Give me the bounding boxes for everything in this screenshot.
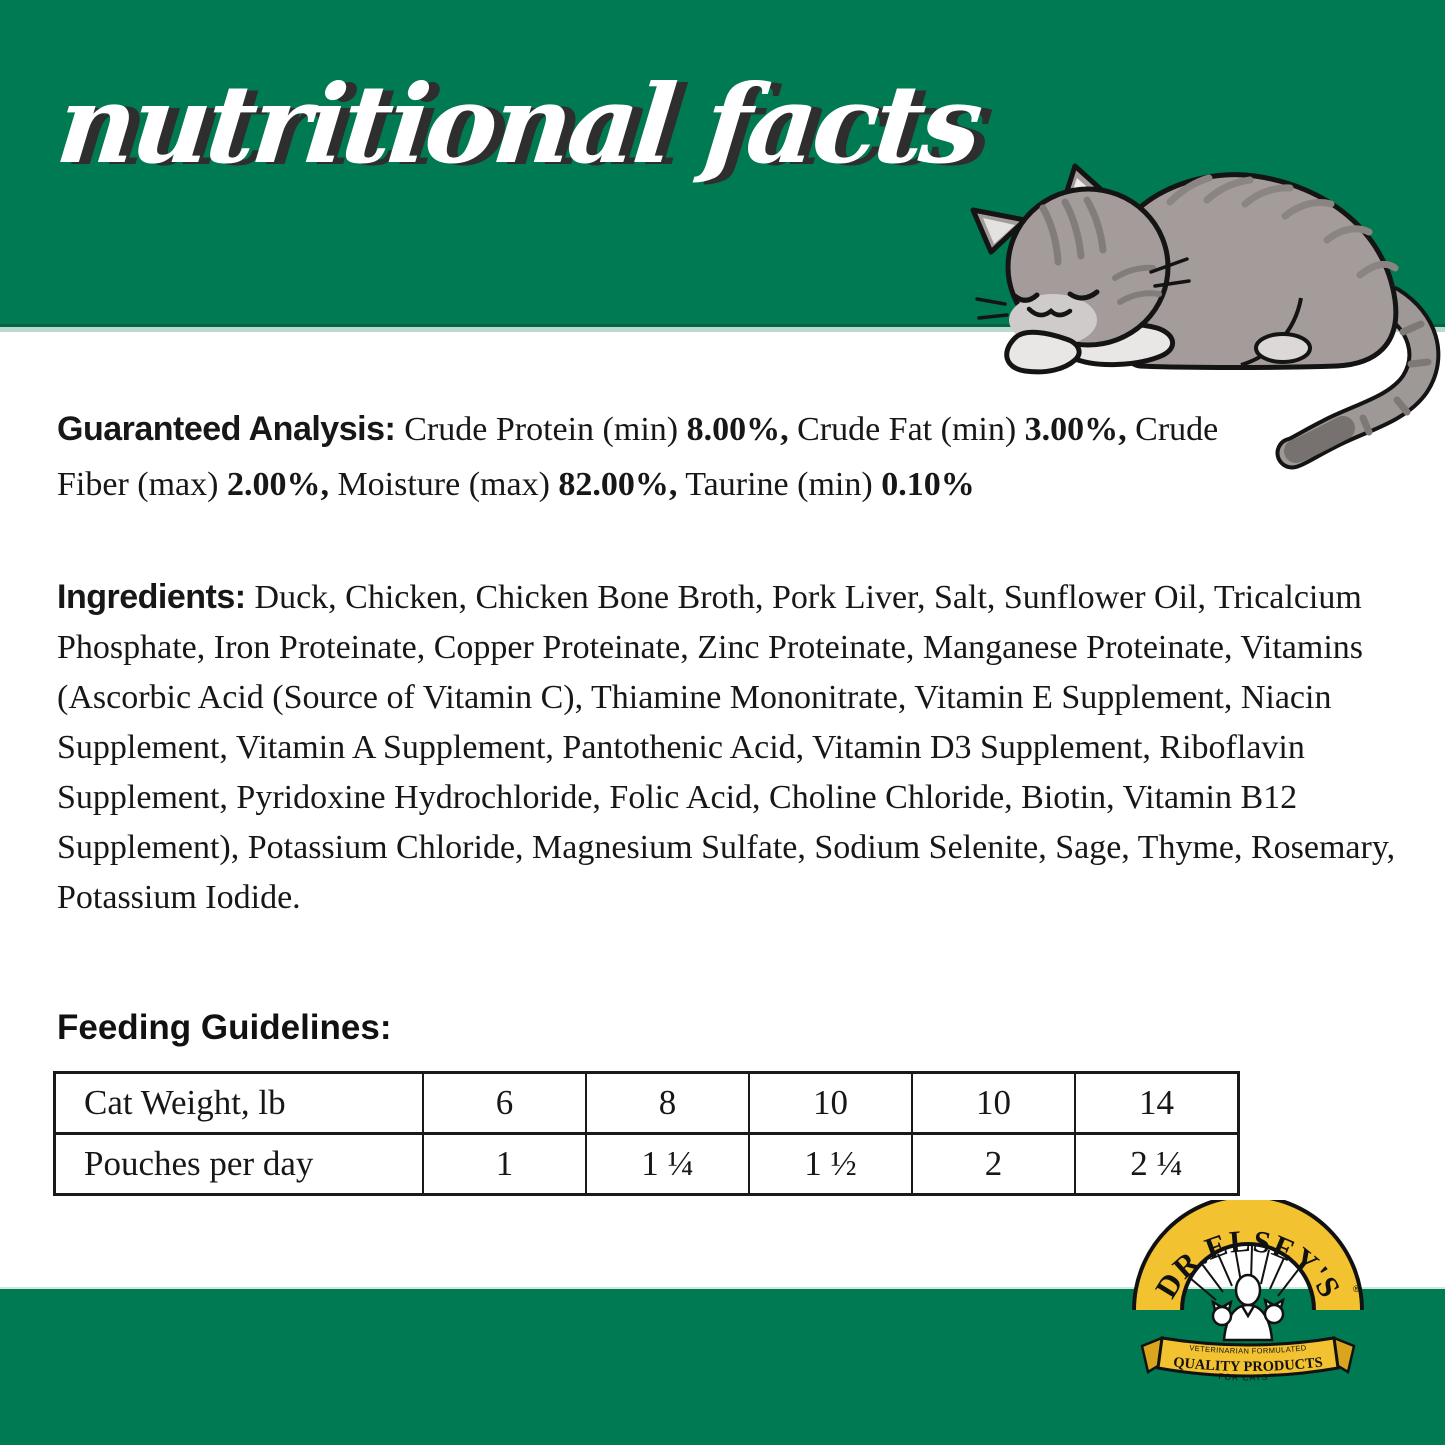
text-segment: Taurine (min) <box>677 466 882 503</box>
value-cell: 10 <box>749 1073 912 1134</box>
text-segment: 82.00%, <box>558 466 678 503</box>
text-segment: Crude Fiber (max) <box>57 411 1219 503</box>
row-label: Cat Weight, lb <box>55 1073 424 1134</box>
registered-mark: ® <box>1353 1284 1360 1294</box>
page-title: nutritional facts <box>51 62 985 188</box>
value-cell: 1 <box>423 1134 586 1195</box>
text-segment: 3.00%, <box>1024 411 1127 448</box>
text-segment: Duck, Chicken, Chicken Bone Broth, Pork Liver, Salt, Sunflower Oil, Tricalcium Phosphate, Iron Proteinate, Copper Proteinate, Zinc Proteinate, Manganese Proteinate, Vitamins (Ascorbic Acid (Source of Vitamin C), Thiamine Mononitrate, Vitamin E Supplement, Niacin Supplement, Vitamin A Supplement, Pantothenic Acid, Vitamin D3 Supplement, Riboflavin Supplement, Pyridoxine Hydrochloride, Folic Acid, Choline Chloride, Biotin, Vitamin B12 Supplement), Potassium Chloride, Magnesium Sulfate, Sodium Selenite, Sage, Thyme, Rosemary, Potassium Iodide. <box>57 579 1396 916</box>
ribbon-line1: VETERINARIAN FORMULATED <box>1188 1343 1308 1356</box>
text-segment: Ingredients: <box>57 578 255 616</box>
guaranteed-analysis-text <box>57 402 1242 512</box>
text-segment: 2.00%, <box>226 466 329 503</box>
value-cell: 1 ½ <box>749 1134 912 1195</box>
feeding-guidelines-heading: Feeding Guidelines: <box>57 1008 392 1047</box>
value-cell: 2 ¼ <box>1075 1134 1239 1195</box>
ribbon-line3: FOR CATS™ <box>1217 1371 1279 1383</box>
ingredients-text <box>57 572 1407 923</box>
logo-brand-text: DR.ELSEY'S <box>1148 1222 1348 1304</box>
row-label: Pouches per day <box>55 1134 424 1195</box>
logo-cat-left <box>1213 1302 1231 1325</box>
feeding-table <box>53 1071 1240 1196</box>
text-segment: Guaranteed Analysis: <box>57 410 405 448</box>
table-row <box>55 1073 1239 1134</box>
text-segment: 8.00%, <box>686 411 789 448</box>
value-cell: 2 <box>912 1134 1075 1195</box>
svg-text:FOR CATS™ <box>1218 1371 1278 1383</box>
ribbon-line2: QUALITY PRODUCTS <box>1172 1354 1324 1376</box>
value-cell: 6 <box>423 1073 586 1134</box>
value-cell: 1 ¼ <box>586 1134 749 1195</box>
dr-elseys-logo <box>1128 1200 1368 1390</box>
text-segment: 0.10% <box>881 466 975 503</box>
value-cell: 8 <box>586 1073 749 1134</box>
table-row <box>55 1134 1239 1195</box>
logo-ribbon <box>1142 1338 1354 1383</box>
text-segment: Crude Protein (min) <box>404 411 687 448</box>
value-cell: 14 <box>1075 1073 1239 1134</box>
text-segment: Moisture (max) <box>328 466 559 503</box>
text-segment: Crude Fat (min) <box>788 411 1025 448</box>
value-cell: 10 <box>912 1073 1075 1134</box>
cat-paw-curl <box>1007 332 1079 372</box>
logo-cat-right <box>1265 1300 1283 1323</box>
